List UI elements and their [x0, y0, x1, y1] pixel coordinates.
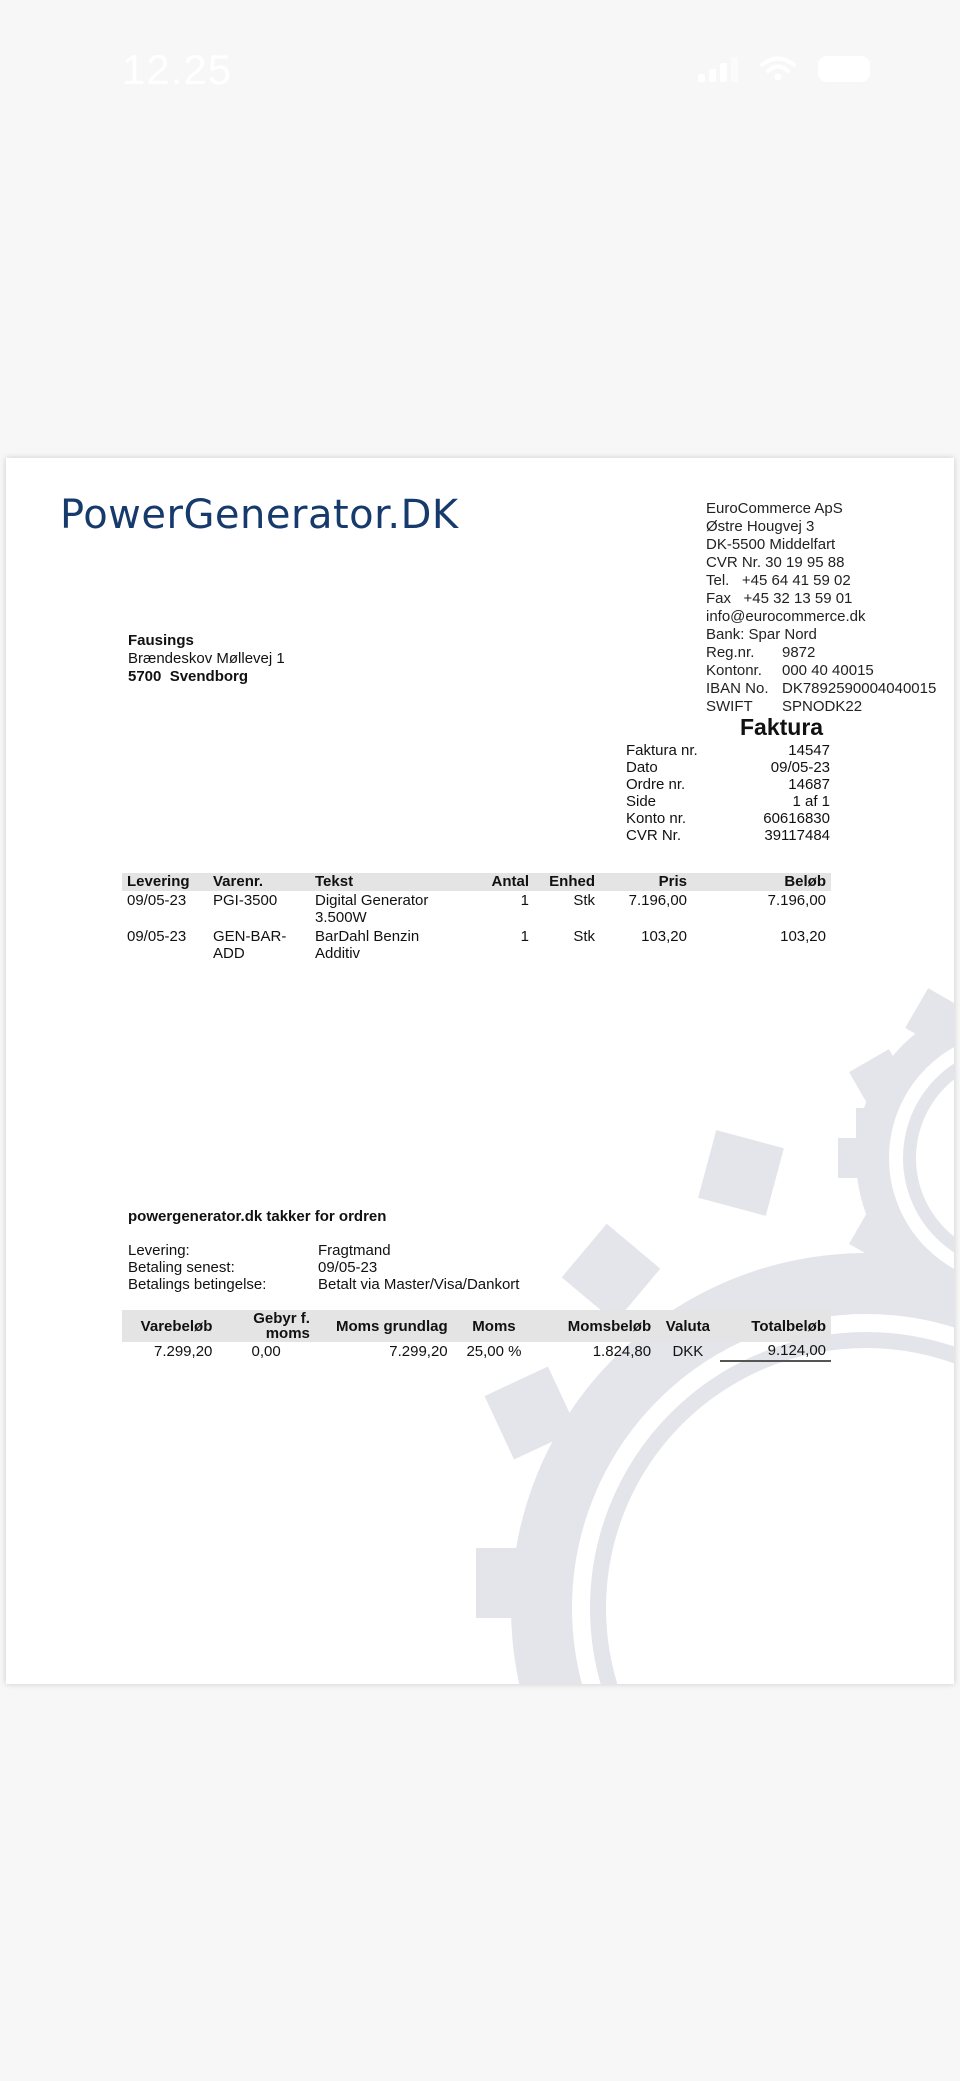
col-belob: Beløb	[692, 873, 831, 891]
invoice-meta	[626, 742, 830, 844]
meta-row	[626, 793, 830, 810]
col-antal: Antal	[472, 873, 534, 891]
cell-levering: 09/05-23	[127, 892, 187, 909]
recipient-street: Brændeskov Møllevej 1	[128, 650, 285, 667]
term-label: Betaling senest:	[128, 1259, 235, 1276]
table-header-row	[122, 873, 831, 891]
moms-grundlag-value: 7.299,20	[389, 1342, 448, 1360]
meta-row	[626, 827, 830, 844]
cell-pris: 103,20	[641, 928, 687, 945]
cell-tekst: Digital Generator 3.500W	[315, 892, 429, 926]
cellular-signal-icon	[698, 56, 738, 82]
sender-line: Østre Hougvej 3	[706, 518, 815, 535]
status-bar	[0, 0, 960, 140]
meta-label: Dato	[626, 759, 658, 776]
status-icons	[698, 56, 870, 82]
col-totalbelob: Totalbeløb	[720, 1310, 831, 1342]
recipient-city: 5700 Svendborg	[128, 668, 249, 685]
sender-line: EuroCommerce ApS	[706, 500, 843, 517]
gebyr-value: 0,00	[251, 1342, 281, 1360]
meta-label: CVR Nr.	[626, 827, 682, 844]
iban-label: IBAN No.	[706, 680, 769, 697]
meta-row	[626, 810, 830, 827]
term-row	[128, 1242, 519, 1259]
fax-label: Fax	[706, 590, 732, 607]
cell-tekst: BarDahl Benzin Additiv	[315, 928, 420, 962]
wifi-icon	[760, 56, 796, 82]
meta-value: 1 af 1	[792, 793, 830, 810]
valuta-value: DKK	[672, 1342, 704, 1360]
col-momsbelob: Momsbeløb	[535, 1310, 656, 1342]
meta-value: 14547	[788, 742, 830, 759]
cell-varenr: GEN-BAR-ADD	[213, 928, 287, 962]
moms-value: 25,00 %	[466, 1342, 522, 1360]
sender-phone	[706, 572, 936, 590]
cell-levering: 09/05-23	[127, 928, 187, 945]
swift-value: SPNODK22	[782, 698, 863, 715]
fax-value: +45 32 13 59 01	[743, 590, 853, 607]
konto-value: 000 40 40015	[782, 662, 874, 679]
meta-label: Side	[626, 793, 657, 810]
meta-label: Konto nr.	[626, 810, 687, 827]
meta-value: 14687	[788, 776, 830, 793]
sender-line: DK-5500 Middelfart	[706, 536, 836, 553]
col-moms: Moms	[453, 1310, 536, 1342]
col-gebyr: Gebyr f. moms	[217, 1310, 315, 1342]
sender-iban	[706, 680, 936, 698]
sender-line: CVR Nr. 30 19 95 88	[706, 554, 845, 571]
term-label: Levering:	[128, 1242, 190, 1259]
tel-value: +45 64 41 59 02	[741, 572, 851, 589]
sender-fax	[706, 590, 936, 608]
col-varenr: Varenr.	[208, 873, 310, 891]
document-title: Faktura	[740, 714, 824, 740]
thank-you-note: powergenerator.dk takker for ordren	[128, 1208, 387, 1225]
cell-belob: 7.196,00	[767, 892, 826, 909]
invoice-document	[6, 458, 954, 1684]
line-items-table	[122, 873, 831, 963]
cell-pris: 7.196,00	[628, 892, 687, 909]
battery-icon	[818, 56, 870, 82]
cell-enhed: Stk	[573, 892, 595, 909]
sender-reg	[706, 644, 936, 662]
tel-label: Tel.	[706, 572, 730, 589]
totals-row	[122, 1342, 831, 1361]
cell-varenr: PGI-3500	[213, 892, 278, 909]
meta-row	[626, 759, 830, 776]
order-terms	[128, 1242, 519, 1293]
meta-value: 39117484	[764, 827, 830, 844]
col-levering: Levering	[122, 873, 208, 891]
meta-row	[626, 742, 830, 759]
status-time: 12.25	[122, 46, 233, 93]
totals-table	[122, 1310, 831, 1362]
recipient-name: Fausings	[128, 632, 194, 649]
varebelob-value: 7.299,20	[153, 1342, 213, 1360]
totalbelob-value: 9.124,00	[720, 1342, 831, 1361]
term-row	[128, 1259, 519, 1276]
table-row	[122, 891, 831, 927]
term-value: 09/05-23	[318, 1259, 378, 1276]
col-valuta: Valuta	[656, 1310, 720, 1342]
meta-label: Ordre nr.	[626, 776, 686, 793]
meta-value: 09/05-23	[770, 759, 830, 776]
reg-label: Reg.nr.	[706, 644, 755, 661]
term-row	[128, 1276, 519, 1293]
cell-enhed: Stk	[573, 928, 595, 945]
col-pris: Pris	[600, 873, 692, 891]
recipient-address-block	[128, 632, 285, 686]
momsbelob-value: 1.824,80	[592, 1342, 652, 1360]
term-label: Betalings betingelse:	[128, 1276, 267, 1293]
col-moms-grundlag: Moms grundlag	[315, 1310, 453, 1342]
sender-address-block	[706, 500, 936, 716]
swift-label: SWIFT	[706, 698, 753, 715]
cell-antal: 1	[520, 928, 529, 945]
term-value: Betalt via Master/Visa/Dankort	[318, 1276, 520, 1293]
iban-value: DK7892590004040015	[782, 680, 937, 697]
reg-value: 9872	[782, 644, 816, 661]
meta-label: Faktura nr.	[626, 742, 698, 759]
col-enhed: Enhed	[534, 873, 600, 891]
term-value: Fragtmand	[318, 1242, 391, 1259]
col-tekst: Tekst	[310, 873, 472, 891]
sender-email: info@eurocommerce.dk	[706, 608, 866, 625]
meta-value: 60616830	[763, 810, 830, 827]
col-varebelob: Varebeløb	[122, 1310, 217, 1342]
sender-bank: Bank: Spar Nord	[706, 626, 817, 643]
table-row	[122, 927, 831, 963]
company-logo: PowerGenerator.DK	[60, 492, 459, 538]
meta-row	[626, 776, 830, 793]
cell-belob: 103,20	[780, 928, 826, 945]
cell-antal: 1	[520, 892, 529, 909]
konto-label: Kontonr.	[706, 662, 762, 679]
totals-header-row	[122, 1310, 831, 1342]
sender-konto	[706, 662, 936, 680]
